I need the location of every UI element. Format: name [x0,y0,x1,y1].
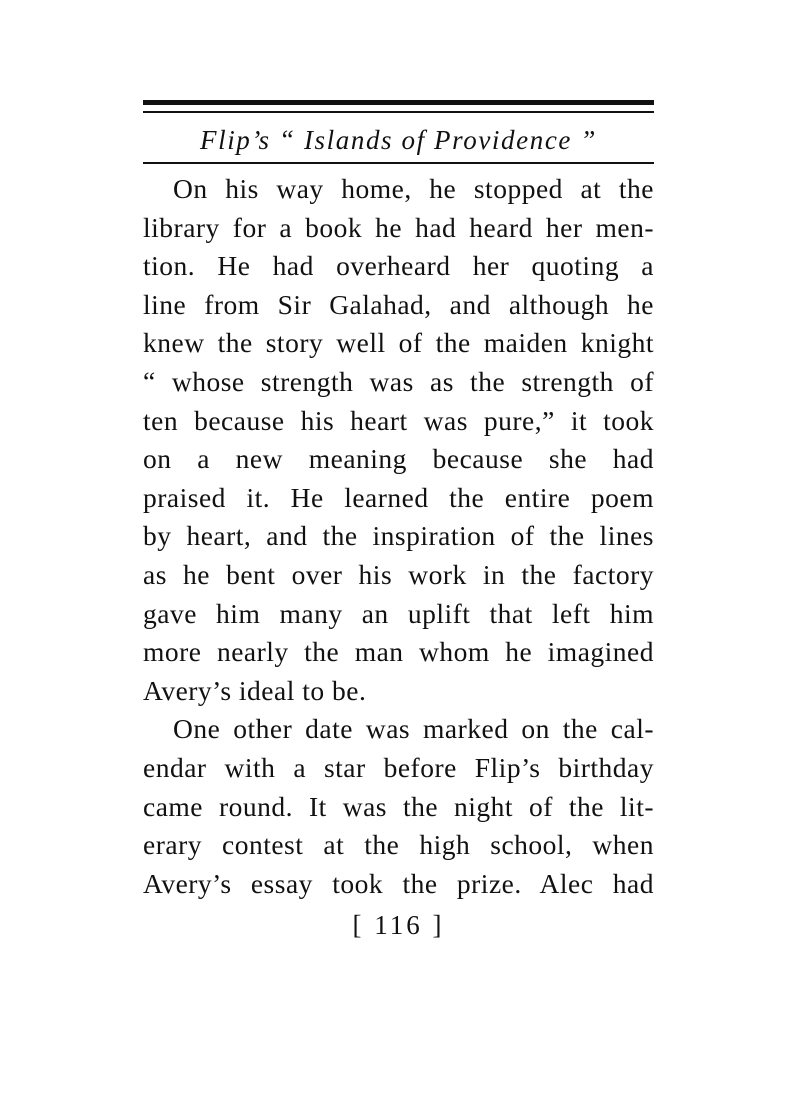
text-line: came round. It was the night of the lit- [143,790,654,822]
text-line: Avery’s essay took the prize. Alec had [143,867,654,899]
text-line: ten because his heart was pure,” it took [143,404,654,436]
header-rule-bottom [143,162,654,164]
text-line: gave him many an uplift that left him [143,597,654,629]
text-line: endar with a star before Flip’s birthday [143,751,654,783]
header-rule-thin [143,111,654,113]
text-line: One other date was marked on the cal- [173,713,654,745]
text-line: tion. He had overheard her quoting a [143,250,654,282]
page-number: [ 116 ] [352,910,445,940]
text-line: library for a book he had heard her men- [143,211,654,243]
text-line: erary contest at the high school, when [143,829,654,861]
header-rule-thick [143,100,654,105]
text-line: on a new meaning because she had [143,443,654,475]
text-line: line from Sir Galahad, and although he [143,288,654,320]
text-line: knew the story well of the maiden knight [143,327,654,359]
text-line: On his way home, he stopped at the [173,173,654,204]
text-line: praised it. He learned the entire poem [143,481,654,513]
text-line: as he bent over his work in the factory [143,558,654,590]
text-line: more nearly the man whom he imagined [143,636,654,668]
body-text [143,170,654,903]
text-line: Avery’s ideal to be. [143,674,367,706]
text-line: “ whose strength was as the strength of [143,365,654,397]
running-head: Flip’s “ Islands of Providence ” [200,125,597,155]
text-line: by heart, and the inspiration of the lines [143,520,654,552]
